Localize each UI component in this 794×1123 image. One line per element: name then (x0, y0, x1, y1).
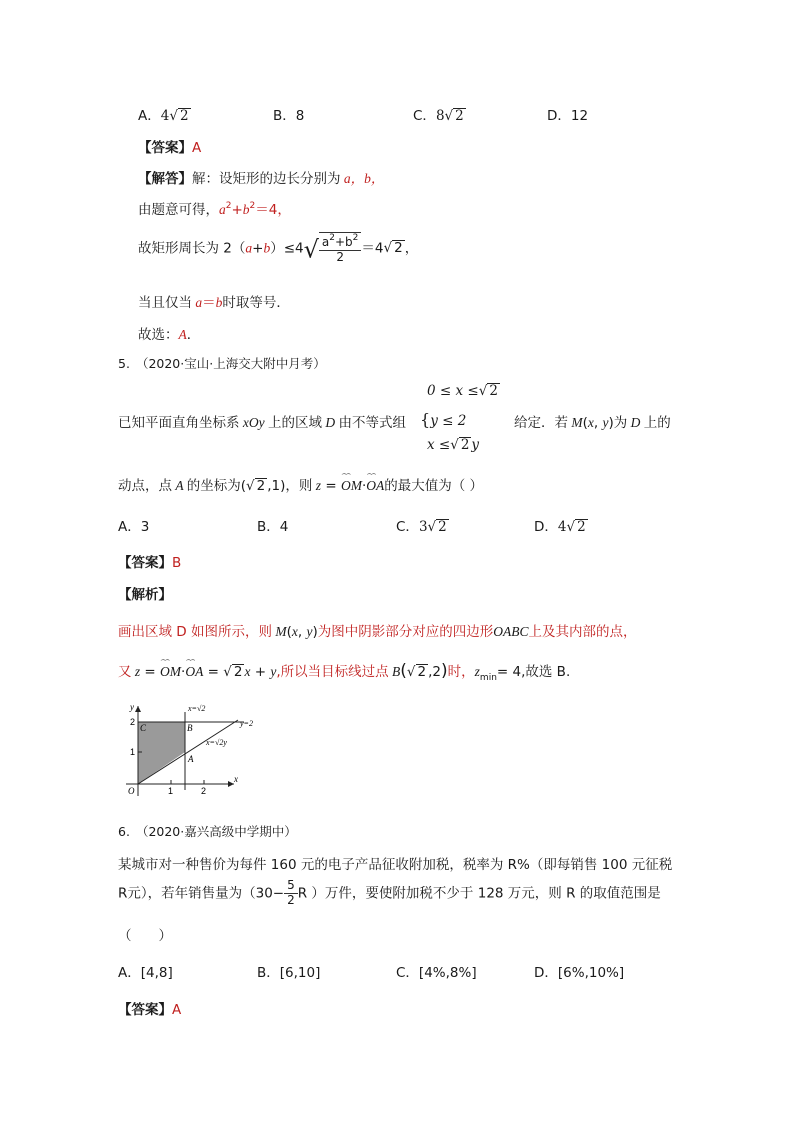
q6-answer: 【答案】A (118, 1002, 182, 1018)
y-axis-arrow (135, 706, 141, 712)
label-point-b: B (187, 723, 193, 733)
q6-option-a: A．[4,8] (118, 965, 173, 981)
q4-option-c: C．8√ 2 (413, 108, 464, 124)
q4-solution-line2: 由题意可得，$a^2+b^2=4$， (138, 201, 291, 218)
q5-option-a: A．3 (118, 519, 150, 535)
q5-stem-line1-tail: 给定．若 M(x, y)为 D 上的 (514, 415, 671, 431)
q5-option-d: D．4√ 2 (534, 519, 586, 535)
label-line-horizontal: y=2 (240, 719, 253, 728)
q4-option-a: A．4√ 2 (138, 108, 189, 124)
q6-option-d: D．[6%,10%] (534, 965, 625, 981)
q4-solution-line3: 故矩形周长为 2（a+b）≤4√ $\frac{a^2+b^2}{2}$ ＝4√ 2 ， (138, 233, 419, 264)
q4-option-b: B．8 (273, 108, 305, 124)
label-y-axis: y (130, 702, 134, 712)
q5-stem-line1: 已知平面直角坐标系 xOy 上的区域 D 由不等式组 (118, 415, 406, 431)
label-point-a: A (188, 754, 194, 764)
q4-solution-line5: 故选：A． (138, 327, 201, 343)
q6-option-b: B．[6,10] (257, 965, 321, 981)
region-figure (116, 700, 266, 800)
label-line-vertical: x=√2 (188, 704, 206, 713)
q5-option-b: B．4 (257, 519, 289, 535)
q5-stem-line2: 动点，点 A 的坐标为(√ 2 ,1)，则 z = ⌢⌢ OM·⌢⌢ OA的最大值为（ ） (118, 474, 483, 494)
label-tick-y2: 2 (130, 717, 136, 727)
q4-solution-line4: 当且仅当 a＝b时取等号． (138, 295, 290, 311)
label-origin: O (128, 786, 135, 796)
q4-option-d: D．12 (547, 108, 589, 124)
q6-option-c: C．[4%,8%] (396, 965, 477, 981)
label-tick-x1: 1 (168, 786, 174, 796)
q5-analysis-label: 【解析】 (118, 587, 172, 603)
q6-header: 6. （2020·嘉兴高级中学期中） (118, 824, 297, 839)
label-line-diagonal: x=√2y (206, 738, 227, 747)
q5-ineq-2: {y ≤ 2 (420, 410, 467, 429)
label-point-c: C (140, 723, 147, 733)
q6-stem-line3: （ ） (118, 928, 172, 944)
q6-stem-line2: R元），若年销售量为（30− $\frac{5}{2}$ R ）万件，要使附加税不少于 128 万元，则 R 的取值范围是 (118, 878, 661, 907)
q5-header: 5. （2020·宝山·上海交大附中月考） (118, 356, 326, 371)
label-tick-x2: 2 (201, 786, 207, 796)
label-tick-y1: 1 (130, 747, 136, 757)
q5-option-c: C．3√ 2 (396, 519, 447, 535)
label-x-axis: x (234, 774, 238, 784)
q5-ineq-1: 0 ≤ x ≤√ 2 (427, 383, 498, 399)
q4-answer: 【答案】A (138, 140, 202, 156)
q5-answer: 【答案】B (118, 555, 182, 571)
q4-solution-line1: 【解答】解：设矩形的边长分别为 a，b， (138, 171, 385, 187)
q5-ineq-3: x ≤√ 2 y (427, 437, 480, 453)
q5-analysis-line2: 又 z = ⌢⌢ OM·⌢⌢ OA = √ 2 x + y,所以当目标线过点 B(√ 2 ,2)时，$z_{min}= 4$,故选 B. (118, 660, 570, 683)
q6-stem-line1: 某城市对一种售价为每件 160 元的电子产品征收附加税，税率为 R%（即每销售 100 元征税 (118, 857, 673, 873)
q5-analysis-line1: 画出区域 D 如图所示，则 M(x, y)为图中阴影部分对应的四边形OABC上及其内部的点， (118, 624, 637, 640)
